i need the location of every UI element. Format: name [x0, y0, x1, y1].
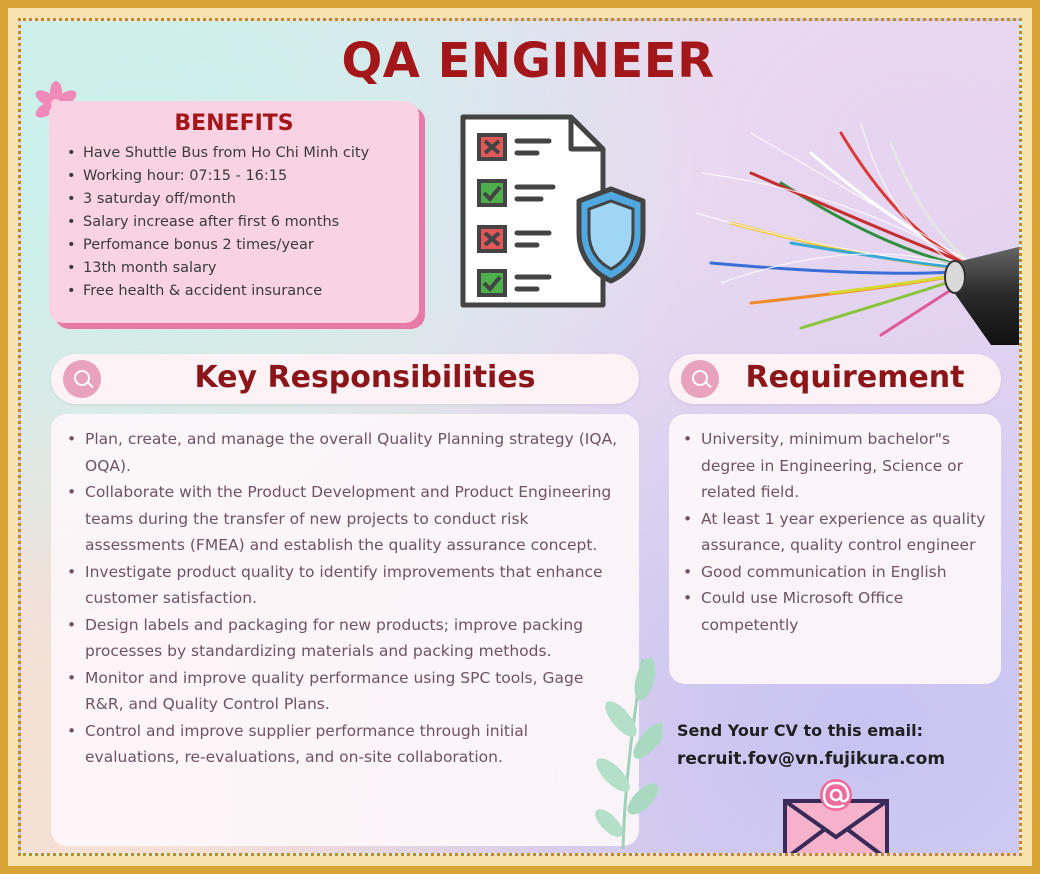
- search-icon: [63, 360, 101, 398]
- benefit-item: • Have Shuttle Bus from Ho Chi Minh city: [83, 142, 405, 165]
- contact-email[interactable]: recruit.fov@vn.fujikura.com: [677, 749, 946, 769]
- requirement-item: • Could use Microsoft Office competently: [681, 585, 987, 638]
- benefit-item: • Perfomance bonus 2 times/year: [83, 234, 405, 257]
- requirement-item: • University, minimum bachelor"s degree in Engineering, Science or related field.: [681, 426, 987, 506]
- responsibilities-card: [51, 414, 639, 846]
- key-responsibilities-heading: Key Responsibilities: [194, 360, 536, 395]
- responsibility-item: • Investigate product quality to identify improvements that enhance customer satisfaction.: [65, 559, 621, 612]
- email-envelope-icon: [781, 775, 891, 856]
- responsibility-item: • Control and improve supplier performance through initial evaluations, re-evaluations, and on-site collaboration.: [65, 718, 621, 771]
- responsibilities-list: [65, 426, 621, 771]
- search-icon: [681, 360, 719, 398]
- benefits-heading: BENEFITS: [174, 111, 294, 136]
- responsibility-item: • Design labels and packaging for new products; improve packing processes by standardizing materials and packing methods.: [65, 612, 621, 665]
- benefit-item: • 3 saturday off/month: [83, 188, 405, 211]
- page-title: QA ENGINEER: [341, 33, 715, 89]
- benefits-box: [49, 101, 419, 323]
- leaf-icon: [583, 649, 663, 849]
- responsibility-item: • Plan, create, and manage the overall Quality Planning strategy (IQA, OQA).: [65, 426, 621, 479]
- benefit-item: • Free health & accident insurance: [83, 280, 405, 303]
- poster: [18, 18, 1022, 856]
- contact-block: [677, 718, 1017, 774]
- send-cv-prompt: Send Your CV to this email:: [677, 721, 923, 740]
- requirement-heading: Requirement: [745, 360, 965, 395]
- responsibility-item: • Monitor and improve quality performance using SPC tools, Gage R&R, and Quality Control Plans.: [65, 665, 621, 718]
- checklist-shield-icon: [453, 109, 653, 309]
- requirement-card: [669, 414, 1001, 684]
- requirement-item: • Good communication in English: [681, 559, 987, 586]
- key-responsibilities-header: [51, 354, 639, 404]
- benefit-item: • Salary increase after first 6 months: [83, 211, 405, 234]
- requirement-header: [669, 354, 1001, 404]
- benefit-item: • Working hour: 07:15 - 16:15: [83, 165, 405, 188]
- benefit-item: • 13th month salary: [83, 257, 405, 280]
- benefits-list: [63, 142, 405, 303]
- fiber-cable-icon: [691, 113, 1022, 345]
- requirement-item: • At least 1 year experience as quality assurance, quality control engineer: [681, 506, 987, 559]
- responsibility-item: • Collaborate with the Product Development and Product Engineering teams during the transfer of new projects to conduct risk assessments (FMEA) and establish the quality assurance concept.: [65, 479, 621, 559]
- requirement-list: [681, 426, 987, 638]
